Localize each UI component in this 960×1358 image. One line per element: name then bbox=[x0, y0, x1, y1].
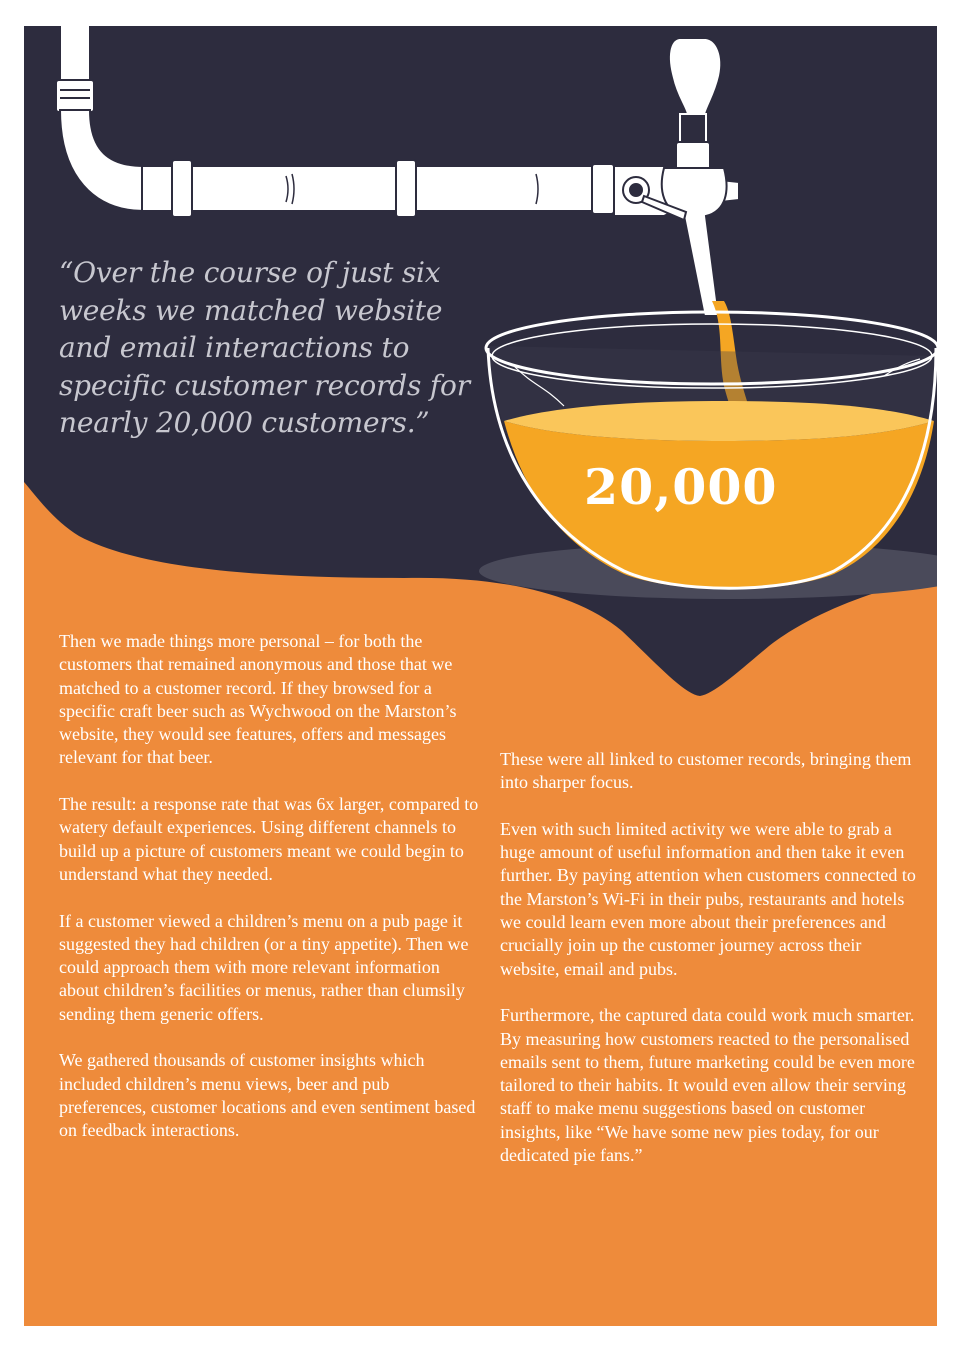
left-paragraph-3: If a customer viewed a children’s menu on a pub page it suggested they had children (or a tiny appetite). Then we could approach them with more relevant information about children’s facilities or menus, rather than clumsily sending them generic offers. bbox=[59, 910, 469, 1024]
right-paragraph-3: Furthermore, the captured data could work much smarter. By measuring how customers reacted to the personalised emails sent to them, future marketing could be even more tailored to their habits. It would even allow their serving staff to make menu suggestions based on customer insights, like “We have some new pies today, for our dedicated pie fans.” bbox=[500, 1005, 915, 1166]
bowl-count-label: 20,000 bbox=[584, 458, 778, 516]
right-paragraph-2: Even with such limited activity we were able to grab a huge amount of useful information and then take it even further. By paying attention when customers connected to the Marston’s Wi-Fi in their pubs, restaurants and hotels we could learn even more about their preferences and crucially join up the customer journey across their website, email and pubs. bbox=[500, 818, 916, 979]
right-paragraph-1: These were all linked to customer records, bringing them into sharper focus. bbox=[500, 749, 912, 793]
right-column bbox=[500, 748, 920, 1191]
pull-quote: “Over the course of just six weeks we matched website and email interactions to specific customer records for nearly 20,000 customers.” bbox=[59, 256, 470, 439]
left-paragraph-2: The result: a response rate that was 6x larger, compared to watery default experiences. Using different channels to build up a picture of customers meant we could begin to understand what they needed. bbox=[59, 794, 479, 884]
left-paragraph-1: Then we made things more personal – for both the customers that remained anonymous and those that we matched to a customer record. If they browsed for a specific craft beer such as Wychwood on the Marston’s website, they would see features, offers and messages relevant for that beer. bbox=[59, 631, 457, 768]
left-paragraph-4: We gathered thousands of customer insights which included children’s menu views, beer and pub preferences, customer locations and even sentiment based on feedback interactions. bbox=[59, 1050, 476, 1141]
left-column bbox=[59, 630, 479, 1166]
page bbox=[24, 26, 937, 1326]
